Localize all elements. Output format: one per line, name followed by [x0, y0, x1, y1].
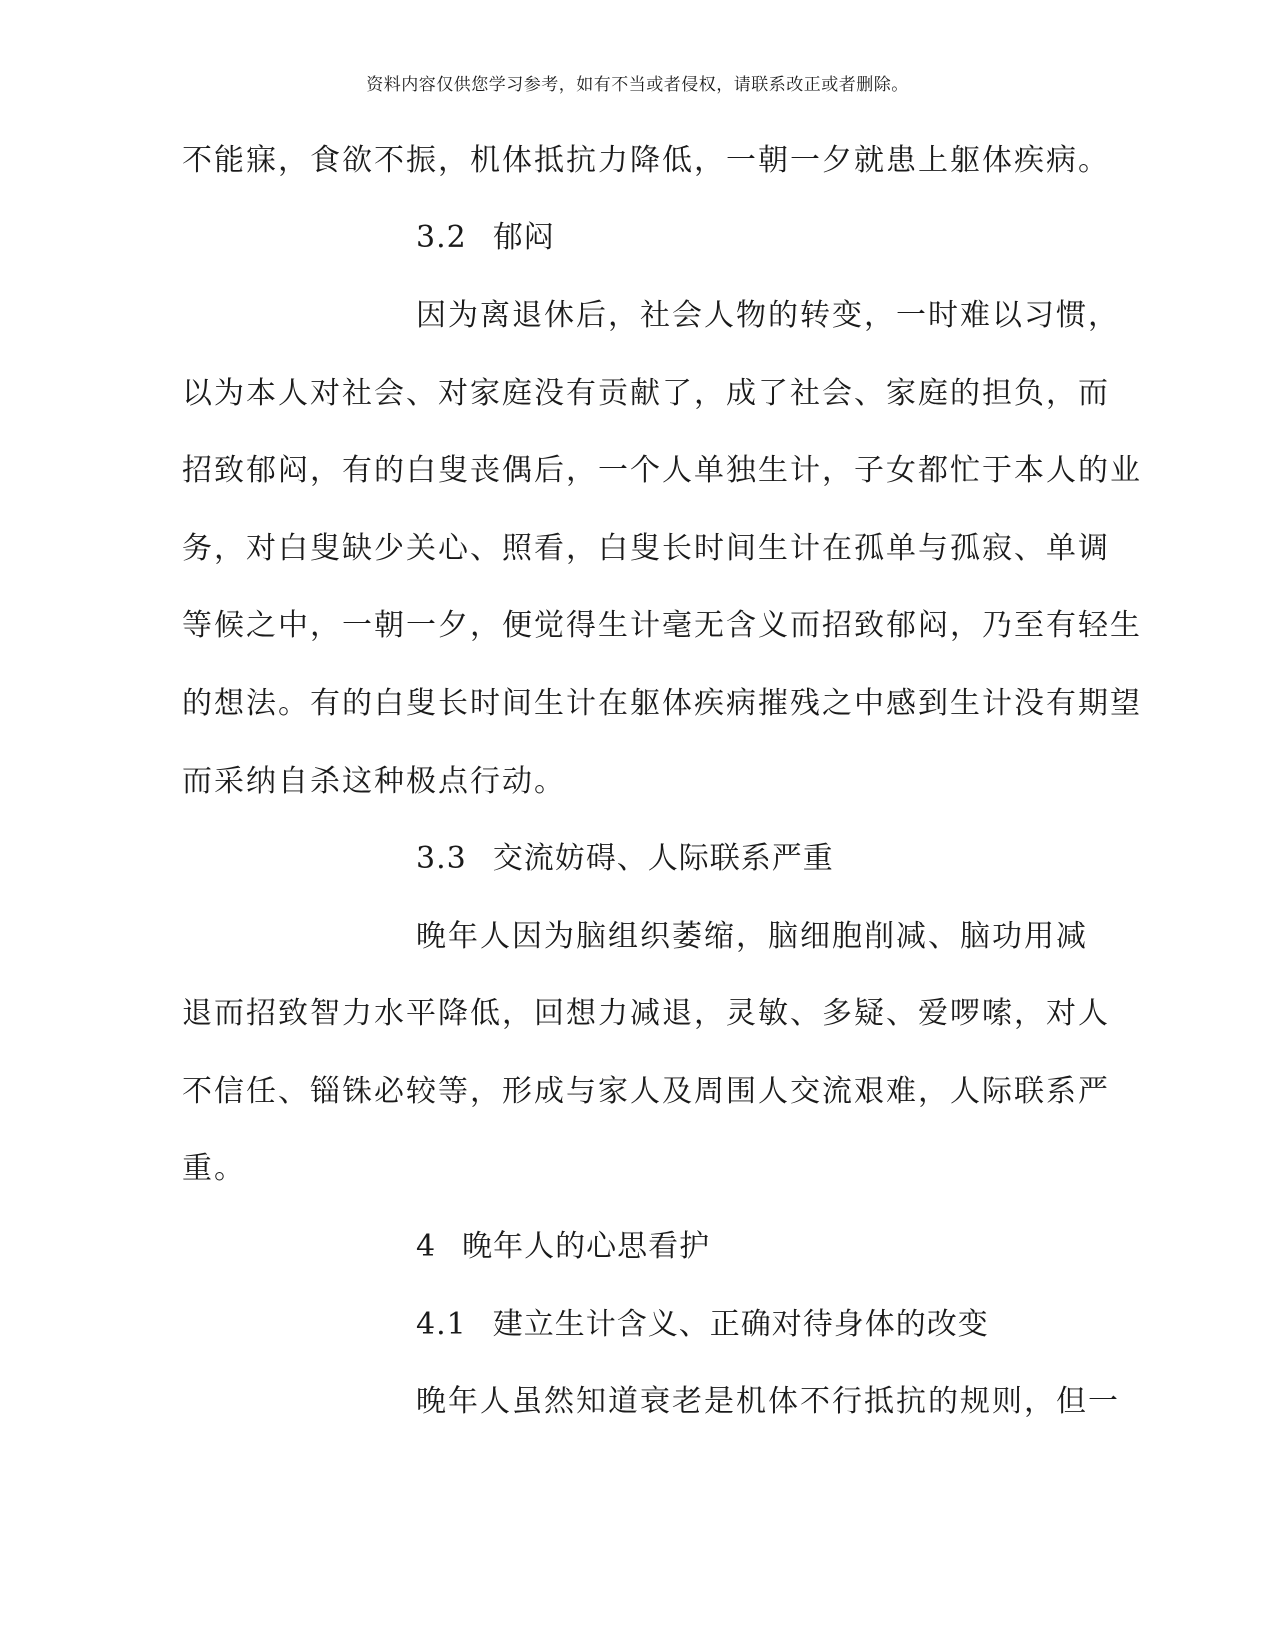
paragraph-line: 务，对白叟缺少关心、照看，白叟长时间生计在孤单与孤寂、单调 — [182, 531, 1110, 566]
section-number: 3.2 — [416, 220, 467, 255]
paragraph-line: 不能寐，食欲不振，机体抵抗力降低，一朝一夕就患上躯体疾病。 — [182, 143, 1110, 178]
section-title: 晚年人的心思看护 — [462, 1229, 711, 1264]
paragraph-line: 等候之中，一朝一夕，便觉得生计毫无含义而招致郁闷，乃至有轻生 — [182, 608, 1142, 643]
section-title: 交流妨碍、人际联系严重 — [492, 841, 834, 876]
section-heading-3-2 — [416, 218, 555, 258]
paragraph-line: 招致郁闷，有的白叟丧偶后，一个人单独生计，子女都忙于本人的业 — [182, 453, 1142, 488]
section-number: 4 — [416, 1229, 437, 1264]
paragraph-line: 晚年人因为脑组织萎缩，脑细胞削减、脑功用减 — [416, 919, 1088, 954]
section-title: 建立生计含义、正确对待身体的改变 — [492, 1307, 989, 1342]
section-number: 3.3 — [416, 841, 467, 876]
section-heading-3-3 — [416, 839, 834, 879]
paragraph-line: 不信任、锱铢必较等，形成与家人及周围人交流艰难，人际联系严 — [182, 1074, 1110, 1109]
paragraph-line: 因为离退休后，社会人物的转变，一时难以习惯， — [416, 298, 1120, 333]
section-number: 4.1 — [416, 1307, 467, 1342]
paragraph-line: 退而招致智力水平降低，回想力减退，灵敏、多疑、爱啰嗦，对人 — [182, 996, 1110, 1031]
paragraph-line: 而采纳自杀这种极点行动。 — [182, 764, 566, 799]
section-title: 郁闷 — [492, 220, 555, 255]
paragraph-line: 重。 — [182, 1151, 246, 1186]
paragraph-line: 以为本人对社会、对家庭没有贡献了，成了社会、家庭的担负，而 — [182, 376, 1110, 411]
paragraph-line: 的想法。有的白叟长时间生计在躯体疾病摧残之中感到生计没有期望 — [182, 686, 1142, 721]
disclaimer-header: 资料内容仅供您学习参考，如有不当或者侵权，请联系改正或者删除。 — [366, 75, 909, 95]
section-heading-4 — [416, 1227, 710, 1267]
paragraph-line: 晚年人虽然知道衰老是机体不行抵抗的规则，但一 — [416, 1384, 1120, 1419]
section-heading-4-1 — [416, 1305, 989, 1345]
